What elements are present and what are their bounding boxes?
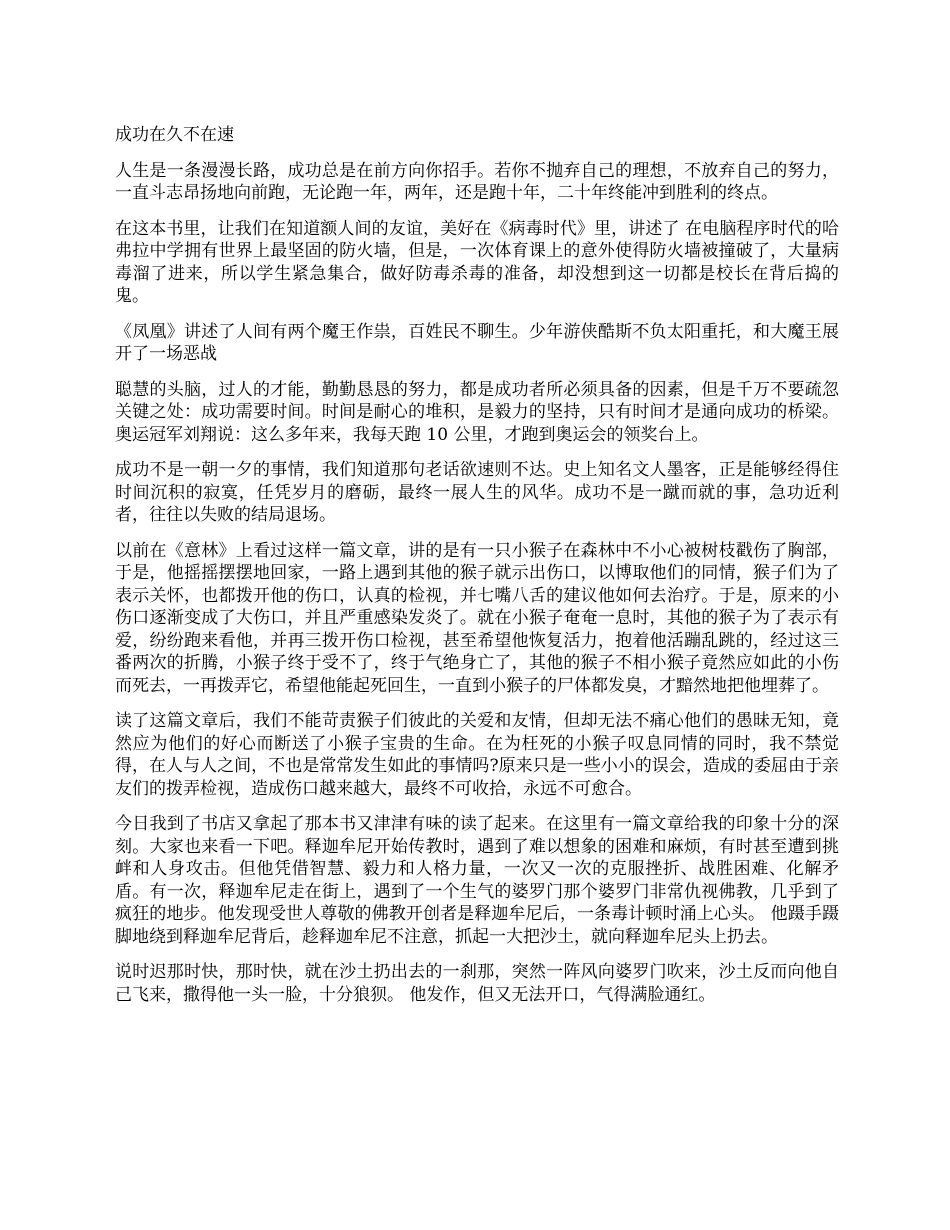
paragraph-virus-era: 在这本书里，让我们在知道额人间的友谊，美好在《病毒时代》里，讲述了 在电脑程序时代的哈弗拉中学拥有世界上最坚固的防火墙，但是，一次体育课上的意外使得防火墙被撞破了，大量病毒溜了进来，所以学生紧急集合，做好防毒杀毒的准备，却没想到这一切都是校长在背后捣的鬼。 <box>115 218 839 306</box>
document-title: 成功在久不在速 <box>115 125 234 145</box>
paragraph-haste-makes-waste: 成功不是一朝一夕的事情，我们知道那句老话欲速则不达。史上知名文人墨客，正是能够经得住时间沉积的寂寞，任凭岁月的磨砺，最终一展人生的风华。成功不是一蹴而就的事，急功近利者，往往以失败的结局退场。 <box>115 460 839 525</box>
document-page <box>115 124 839 1019</box>
paragraph-story-ending: 说时迟那时快，那时快，就在沙土扔出去的一刹那，突然一阵风向婆罗门吹来，沙土反而向他自己飞来，撒得他一头一脸，十分狼狈。 他发作，但又无法开口，气得满脸通红。 <box>115 962 839 1005</box>
paragraph-monkey-story: 以前在《意林》上看过这样一篇文章，讲的是有一只小猴子在森林中不小心被树枝戳伤了胸部，于是，他摇摇摆摆地回家，一路上遇到其他的猴子就示出伤口，以博取他们的同情，猴子们为了表示关怀，也都拨开他的伤口，认真的检视，并七嘴八舌的建议他如何去治疗。于是，原来的小伤口逐渐变成了大伤口，并且严重感染发炎了。就在小猴子奄奄一息时，其他的猴子为了表示有爱，纷纷跑来看他，并再三拨开伤口检视，甚至希望他恢复活力，抱着他活蹦乱跳的，经过这三番两次的折腾，小猴子终于受不了，终于气绝身亡了，其他的猴子不相小猴子竟然应如此的小伤而死去，一再拨弄它，希望他能起死回生，一直到小猴子的尸体都发臭，才黯然地把他埋葬了。 <box>115 540 839 696</box>
paragraph-reflection: 读了这篇文章后，我们不能苛责猴子们彼此的关爱和友情，但却无法不痛心他们的愚昧无知，竟然应为他们的好心而断送了小猴子宝贵的生命。在为枉死的小猴子叹息同情的同时，我不禁觉得，在人与人之间，不也是常常发生如此的事情吗?原来只是一些小小的误会，造成的委屈由于亲友们的拨弄检视，造成伤口越来越大，最终不可收拾，永远不可愈合。 <box>115 711 839 799</box>
paragraph-buddha-story: 今日我到了书店又拿起了那本书又津津有味的读了起来。在这里有一篇文章给我的印象十分的深刻。大家也来看一下吧。释迦牟尼开始传教时，遇到了难以想象的困难和麻烦，有时甚至遭到挑衅和人身攻击。但他凭借智慧、毅力和人格力量，一次又一次的克服挫折、战胜困难、化解矛盾。有一次，释迦牟尼走在街上，遇到了一个生气的婆罗门那个婆罗门非常仇视佛教，几乎到了疯狂的地步。他发现受世人尊敬的佛教开创者是释迦牟尼后，一条毒计顿时涌上心头。 他蹑手蹑脚地绕到释迦牟尼背后，趁释迦牟尼不注意，抓起一大把沙土，就向释迦牟尼头上扔去。 <box>115 814 839 947</box>
paragraph-intro: 人生是一条漫漫长路，成功总是在前方向你招手。若你不抛弃自己的理想，不放弃自己的努力，一直斗志昂扬地向前跑，无论跑一年，两年，还是跑十年，二十年终能冲到胜利的终点。 <box>115 160 839 203</box>
paragraph-success-needs-time: 聪慧的头脑，过人的才能，勤勤恳恳的努力，都是成功者所必须具备的因素，但是千万不要疏忽关键之处：成功需要时间。时间是耐心的堆积，是毅力的坚持，只有时间才是通向成功的桥梁。奥运冠军刘翔说：这么多年来，我每天跑 10 公里，才跑到奥运会的领奖台上。 <box>115 379 839 445</box>
paragraph-phoenix: 《凤凰》讲述了人间有两个魔王作祟，百姓民不聊生。少年游侠酷斯不负太阳重托，和大魔王展开了一场恶战 <box>115 321 839 364</box>
